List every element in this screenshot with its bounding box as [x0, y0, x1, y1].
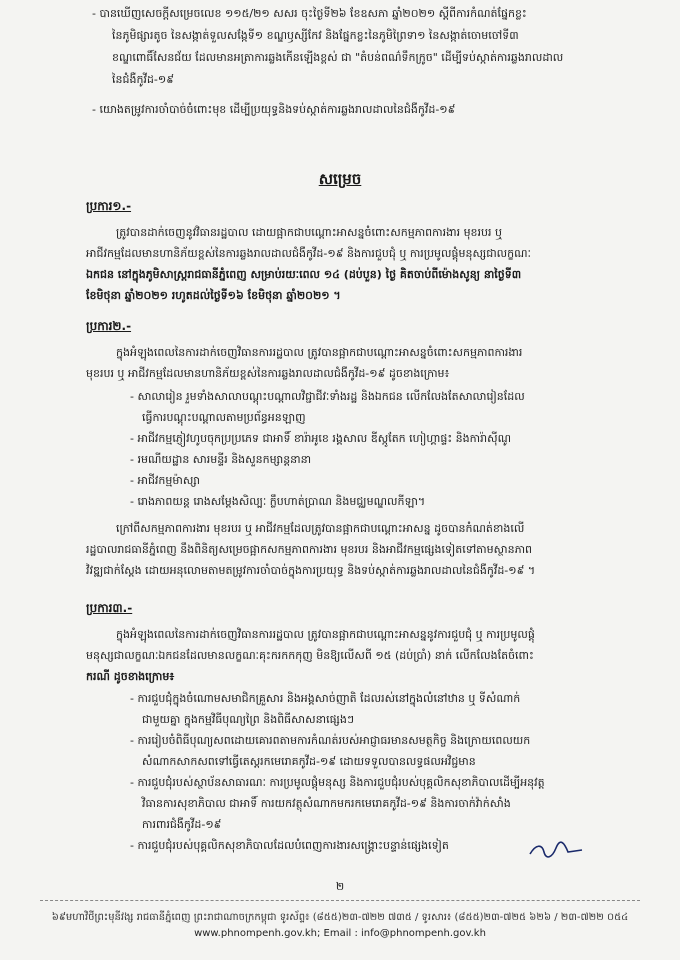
article-2-closing-line: វិវឌ្ឍជាក់ស្តែង ដោយអនុលោមតាមតម្រូវការចាំបាច់ក្នុងការប្រយុទ្ធ និងទប់ស្កាត់ការឆ្លងរាលដាលនៃជំងឺកូវីដ-១៩ ។: [86, 564, 536, 577]
page-number: ២: [335, 880, 345, 893]
signature-initials: [528, 840, 584, 860]
article-3-list: [130, 688, 650, 856]
article-2-closing: [86, 518, 646, 581]
list-item: វិធានការសុខាភិបាល ជាអាទិ៍ ការយកវត្ថុសំណាកមករកមេរោគកូវីដ-១៩ និងការចាក់វ៉ាក់សាំង: [142, 797, 511, 810]
article-1-body: [86, 222, 646, 306]
list-item: - សាលារៀន រួមទាំងសាលាបណ្តុះបណ្តាលវិជ្ជាជីវៈទាំងរដ្ឋ និងឯកជន លើកលែងតែសាលារៀនដែល: [130, 390, 525, 403]
article-2-intro-line: មុខរបរ ឬ អាជីវកម្មដែលមានហានិភ័យខ្ពស់នៃការឆ្លងរាលដាលជំងឺកូវីដ-១៩ ដូចខាងក្រោម៖: [86, 367, 450, 380]
list-item: ជាមួយគ្នា ក្នុងកម្មវិធីបុណ្យព្រៃ និងពិធីសាសនាផ្សេងៗ: [142, 713, 355, 726]
article-2-closing-line: ក្រៅពីសកម្មភាពការងារ មុខរបរ ឬ អាជីវកម្មដែលត្រូវបានផ្អាកជាបណ្តោះអាសន្ន ដូចបានកំណត់ខាងលើ: [116, 522, 525, 535]
article-3-intro-line: ក្នុងអំឡុងពេលនៃការដាក់ចេញវិធានការរដ្ឋបាល ត្រូវបានផ្អាកជាបណ្តោះអាសន្ននូវការជួបជុំ ឬ ការប្រមូលផ្តុំ: [116, 628, 535, 641]
footer-address: ៦៩មហាវិថីព្រះមុនីវង្ស រាជធានីភ្នំពេញ ព្រះរាជាណាចក្រកម្ពុជា ទូរស័ព្ទ៖ (៨៥៥)២៣-៧២២ ៧៣៥ / ទូរសារ៖ (៨៥៥)២៣-៧២៥ ៦២៦ / ២៣-៧២២ ០៥៤: [51, 912, 629, 923]
article-2-intro-line: ក្នុងអំឡុងពេលនៃការដាក់ចេញវិធានការរដ្ឋបាល ត្រូវបានផ្អាកជាបណ្តោះអាសន្នចំពោះសកម្មភាពការងារ: [116, 346, 523, 359]
intro-bullet-1-line-3: ខណ្ឌពោធិ៍សែនជ័យ ដែលមានអត្រាការឆ្លងកើនឡើងខ្ពស់ ជា "តំបន់ពណ៌ទឹកក្រូច" ដើម្បីទប់ស្កាត់ការឆ្លងរាលដាល: [112, 51, 564, 64]
list-item: - អាជីវកម្មម៉ាស្សា: [130, 474, 200, 487]
intro-bullet-1-line-2: នៃភូមិផ្សារតូច នៃសង្កាត់ទួលសង្កែទី១ ខណ្ឌឫស្សីកែវ និងផ្នែកខ្លះនៃភូមិព្រៃទា១ នៃសង្កាត់ចោមចៅទី៣: [112, 29, 519, 42]
article-1-line: ខែមិថុនា ឆ្នាំ២០២១ រហូតដល់ថ្ងៃទី១៦ ខែមិថុនា ឆ្នាំ២០២១ ។: [86, 289, 341, 302]
decision-title: សម្រេច: [318, 170, 362, 188]
list-item: - រមណីយដ្ឋាន សារមន្ទីរ និងសួនកម្សាន្តនានា: [130, 453, 312, 466]
article-2-list: [130, 386, 650, 512]
article-1-line: អាជីវកម្មដែលមានហានិភ័យខ្ពស់នៃការឆ្លងរាលដាលជំងឺកូវីដ-១៩ និងការជួបជុំ ឬ ការប្រមូលផ្តុំមនុស្សជាលក្ខណៈ: [86, 247, 531, 260]
article-1-heading: ប្រការ១.-: [86, 199, 132, 213]
article-1-line: ត្រូវបានដាក់ចេញនូវវិធានរដ្ឋបាល ដោយផ្អាកជាបណ្តោះអាសន្នចំពោះសកម្មភាពការងារ មុខរបរ ឬ: [116, 226, 502, 239]
article-3-intro-line: មនុស្សជាលក្ខណៈឯកជនដែលមានលក្ខណៈគុះករកកកុញ មិនឱ្យលើសពី ១៥ (ដប់ប្រាំ) នាក់ លើកលែងតែចំពោះ: [86, 649, 534, 662]
article-1-line: ឯកជន នៅក្នុងភូមិសាស្ត្ររាជធានីភ្នំពេញ សម្រាប់រយៈពេល ១៤ (ដប់បួន) ថ្ងៃ គិតចាប់ពីម៉ោងសូន្យ នាថ្ងៃទី៣: [86, 268, 522, 281]
list-item: - ការជួបជុំរបស់បុគ្គលិកសុខាភិបាលដែលបំពេញការងារសង្គ្រោះបន្ទាន់ផ្សេងទៀត: [130, 839, 449, 852]
intro-bullet-1-line-1: - បានឃើញសេចក្តីសម្រេចលេខ ១១៥/២១ សសរ ចុះថ្ងៃទី២៦ ខែឧសភា ឆ្នាំ២០២១ ស្តីពីការកំណត់ផ្នែកខ្លះ: [92, 7, 527, 20]
list-item: - ការរៀបចំពិធីបុណ្យសពដោយគោរពតាមការកំណត់របស់អាជ្ញាធរមានសមត្ថកិច្ច និងក្រោយពេលយក: [130, 734, 531, 747]
list-item: ធ្វើការបណ្តុះបណ្តាលតាមប្រព័ន្ធអនឡាញ: [142, 411, 306, 424]
article-3-heading: ប្រការ៣.-: [86, 601, 133, 615]
list-item: សំណាកសាកសពទៅធ្វើតេស្តរកមេរោគកូវីដ-១៩ ដោយទទួលបានលទ្ធផលអវិជ្ជមាន: [142, 755, 476, 768]
list-item: ការពារជំងឺកូវីដ-១៩: [142, 818, 222, 831]
article-2-closing-line: រដ្ឋបាលរាជធានីភ្នំពេញ នឹងពិនិត្យសម្រេចផ្អាកសកម្មភាពការងារ មុខរបរ និងអាជីវកម្មផ្សេងទៀតទៅតាមស្ថានភាព: [86, 543, 533, 556]
article-3-intro: [86, 624, 646, 687]
list-item: - រោងភាពយន្ត រោងសម្តែងសិល្បៈ ក្លឹបហាត់ប្រាណ និងមជ្ឈមណ្ឌលកីឡា។: [130, 495, 426, 508]
list-item: - ការជួបជុំរបស់ស្ថាប័នសាធារណៈ ការប្រមូលផ្តុំមនុស្ស និងការជួបជុំរបស់បុគ្គលិកសុខាភិបាលដើម្បីអនុវត្ត: [130, 776, 545, 789]
article-2-intro: [86, 342, 646, 384]
intro-bullet-2: - យោងតម្រូវការចាំបាច់ចំពោះមុខ ដើម្បីប្រយុទ្ធនិងទប់ស្កាត់ការឆ្លងរាលដាលនៃជំងឺកូវីដ-១៩: [92, 103, 456, 116]
article-3-intro-line: ករណី ដូចខាងក្រោម៖: [86, 670, 175, 683]
footer-divider: [40, 900, 640, 901]
list-item: - ការជួបជុំក្នុងចំណោមសមាជិកគ្រួសារ និងអង្គសាច់ញាតិ ដែលរស់នៅក្នុងលំនៅឋាន ឬ ទីសំណាក់: [130, 692, 521, 705]
article-2-heading: ប្រការ២.-: [86, 319, 132, 333]
intro-bullet-1-line-4: នៃជំងឺកូវីដ-១៩: [112, 73, 174, 86]
list-item: - អាជីវកម្មភ្ញៀវហូបចុកប្រប្រភេទ ជាអាទិ៍ ខារ៉ាអូខេ រង្គសាល ឌីស្កូតែក ហៀហ្គាផ្ទះ និងការ៉ាស៊ីណូ: [130, 432, 512, 445]
footer-website: www.phnompenh.gov.kh; Email : info@phnompenh.gov.kh: [194, 928, 486, 939]
